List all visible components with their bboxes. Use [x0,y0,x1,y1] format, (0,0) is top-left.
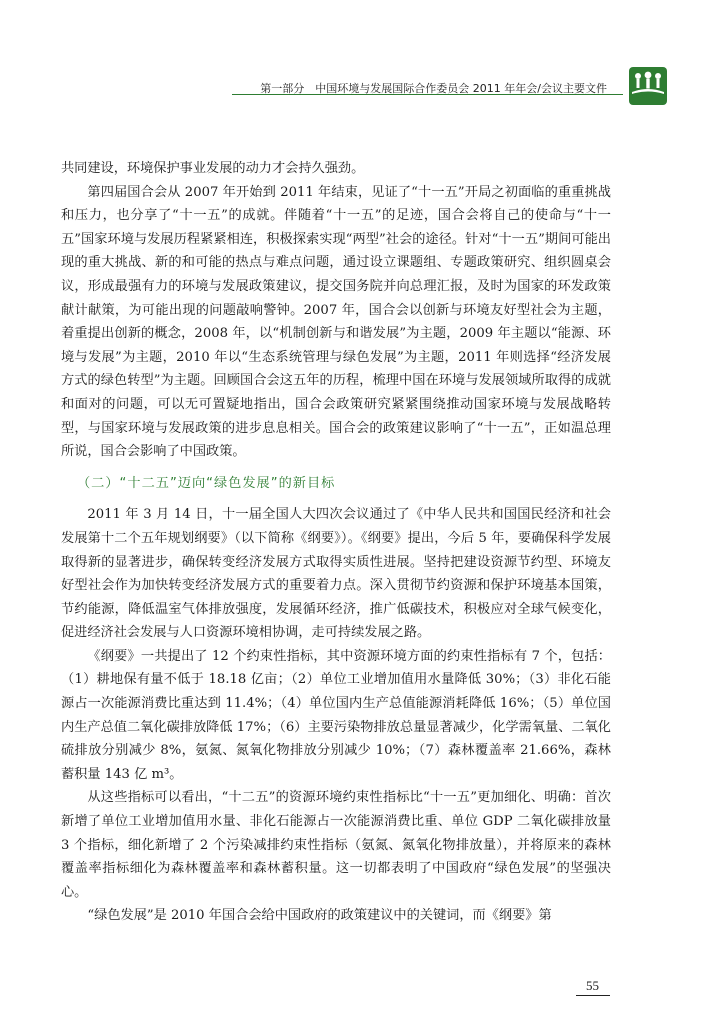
running-header [0,66,725,100]
paragraph: 共同建设，环境保护事业发展的动力才会持久强劲。 [61,161,365,176]
cciced-logo-icon [628,66,668,106]
header-rule [232,94,623,95]
running-header-title: 第一部分 中国环境与发展国际合作委员会 2011 年年会/会议主要文件 [260,82,607,95]
paragraph: 第四届国合会从 2007 年开始到 2011 年结束，见证了“十一五”开局之初面临的重重挑战和压力，也分享了“十一五”的成就。伴随着“十一五”的足迹，国合会将自己的使命与“十一五”国家环境与发展历程紧紧相连，积极探索实现“两型”社会的途径。针对“十一五”期间可能出现的重大挑战、新的和可能的热点与难点问题，通过设立课题组、专题政策研究、组织圆桌会议，形成最强有力的环境与发展政策建议，提交国务院并向总理汇报，及时为国家的环发政策献计献策，为可能出现的问题敲响警钟。2007 年，国合会以创新与环境友好型社会为主题，着重提出创新的概念，2008 年，以“机制创新与和谐发展”为主题，2009 年主题以“能源、环境与发展”为主题，2010 年以“生态系统管理与绿色发展”为主题，2011 年则选择“经济发展方式的绿色转型”为主题。回顾国合会这五年的历程，梳理中国在环境与发展领域所取得的成就和面对的问题，可以无可置疑地指出，国合会政策研究紧紧围绕推动国家环境与发展战略转型，与国家环境与发展政策的进步息息相关。国合会的政策建议影响了“十一五”，正如温总理所说，国合会影响了中国政策。 [61,184,611,460]
paragraph: 2011 年 3 月 14 日，十一届全国人大四次会议通过了《中华人民共和国国民经济和社会发展第十二个五年规划纲要》（以下简称《纲要》）。《纲要》提出，今后 5 年，要确保科学发展取得新的显著进步，确保转变经济发展方式取得实质性进展。坚持把建设资源节约型、环境友好型社会作为加快转变经济发展方式的重要着力点。深入贯彻节约资源和保护环境基本国策，节约能源，降低温室气体排放强度，发展循环经济，推广低碳技术，积极应对全球气候变化，促进经济社会发展与人口资源环境相协调，走可持续发展之路。 [61,507,611,641]
article-body [61,157,611,928]
section-heading: （二）“十二五”迈向“绿色发展”的新目标 [77,475,336,491]
footer-rule [576,995,610,996]
paragraph: 从这些指标可以看出，“十二五”的资源环境约束性指标比“十一五”更加细化、明确：首次新增了单位工业增加值用水量、非化石能源占一次能源消费比重、单位 GDP 二氧化碳排放量 3 个指标，细化新增了 2 个污染减排约束性指标（氨氮、氮氧化物排放量），并将原来的森林覆盖率指标细化为森林覆盖率和森林蓄积量。这一切都表明了中国政府“绿色发展”的坚强决心。 [61,790,611,900]
paragraph: 《纲要》一共提出了 12 个约束性指标，其中资源环境方面的约束性指标有 7 个，包括：（1）耕地保有量不低于 18.18 亿亩；（2）单位工业增加值用水量降低 30%；（3）非化石能源占一次能源消费比重达到 11.4%；（4）单位国内生产总值能源消耗降低 16%；（5）单位国内生产总值二氧化碳排放降低 17%；（6）主要污染物排放总量显著减少，化学需氧量、二氧化硫排放分别减少 8%，氨氮、氮氧化物排放分别减少 10%；（7）森林覆盖率 21.66%，森林蓄积量 143 亿 m³。 [61,648,611,782]
paragraph: “绿色发展”是 2010 年国合会给中国政府的政策建议中的关键词，而《纲要》第 [87,908,552,924]
page-number: 55 [586,978,599,993]
logo-label: CCICED [632,94,654,100]
